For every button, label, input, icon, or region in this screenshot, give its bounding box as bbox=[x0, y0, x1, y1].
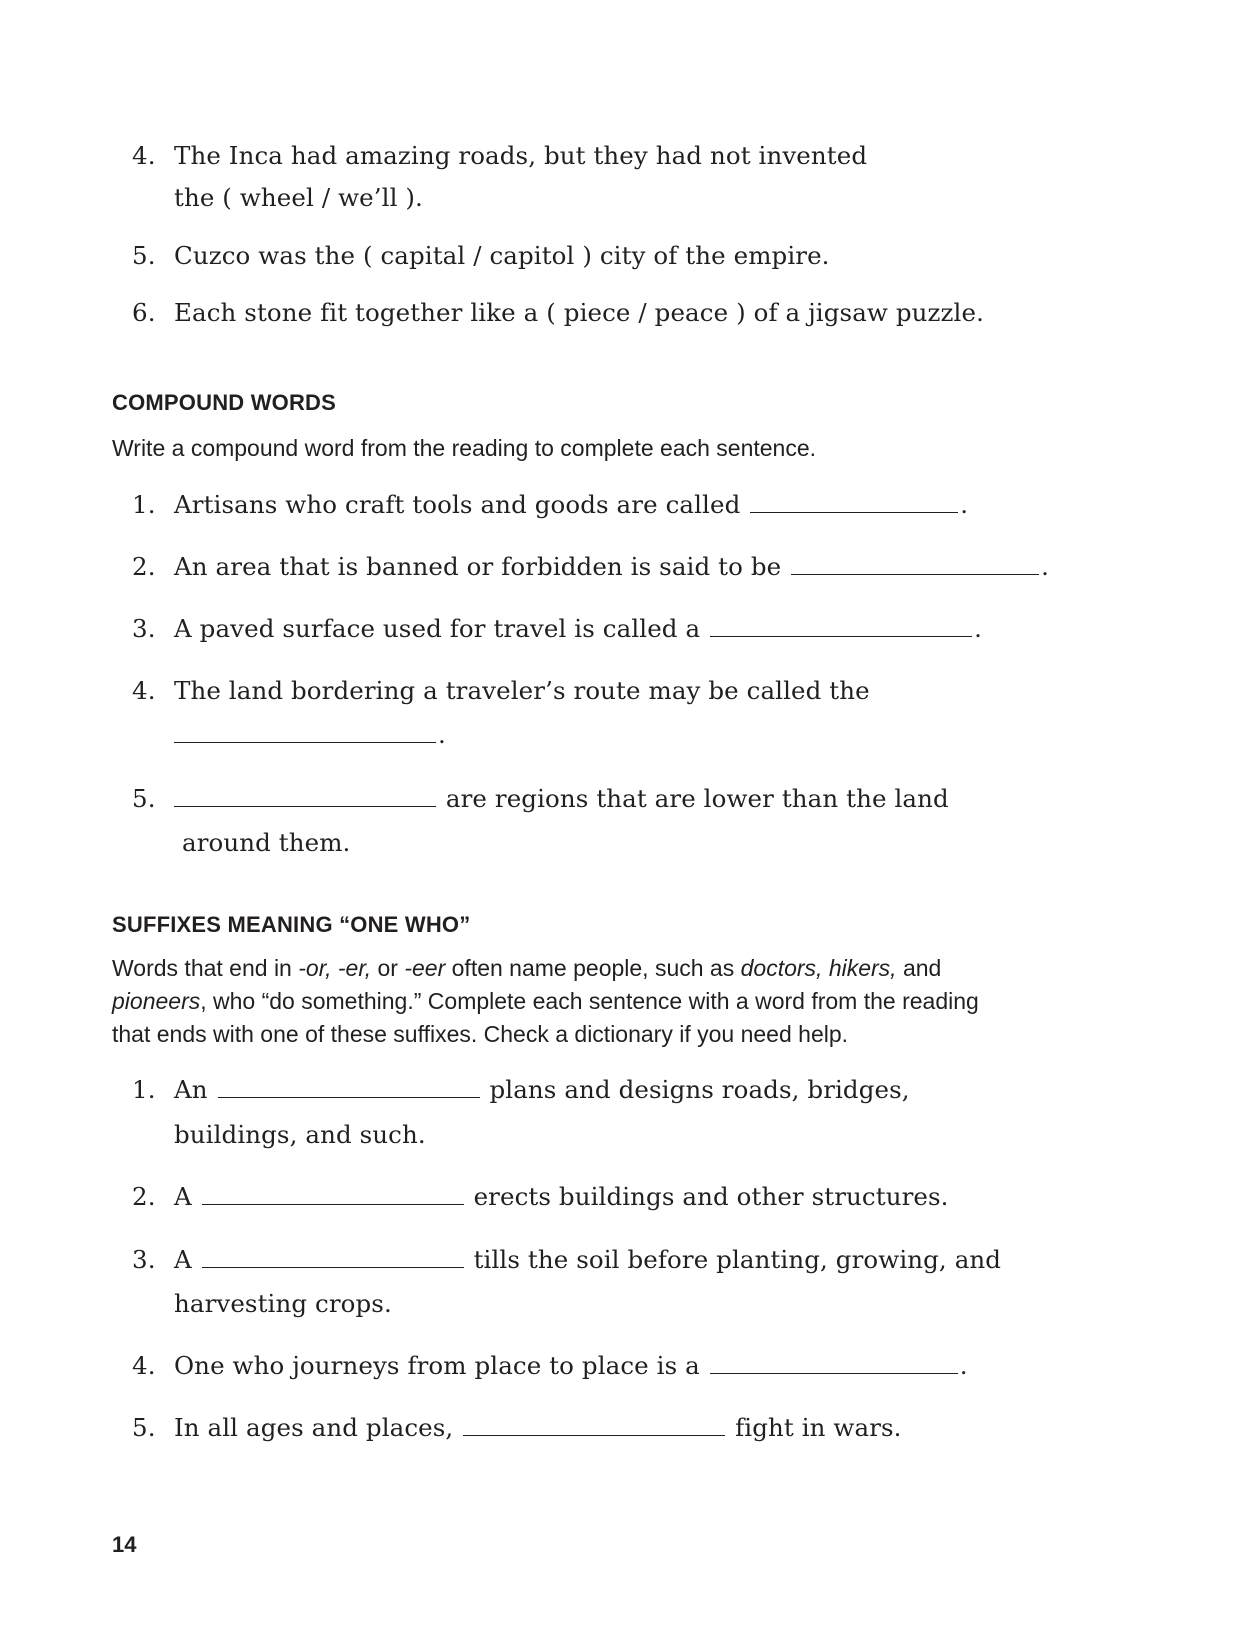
instruction-line-1: Words that end in -or, -er, or -eer often name people, such as doctors, hikers, and bbox=[112, 955, 942, 981]
section-heading-compound-words: COMPOUND WORDS bbox=[112, 390, 337, 415]
item-text: An area that is banned or forbidden is said to be bbox=[174, 552, 782, 581]
item-text-continued: the ( wheel / we’ll ). bbox=[174, 183, 423, 212]
answer-blank[interactable] bbox=[463, 1415, 725, 1436]
item-text-continued: harvesting crops. bbox=[174, 1289, 392, 1318]
item-text: Cuzco was the ( capital / capitol ) city of the empire. bbox=[174, 241, 830, 270]
item-number: 1. bbox=[132, 490, 156, 519]
item-number: 2. bbox=[132, 1182, 156, 1211]
answer-blank[interactable] bbox=[174, 722, 436, 743]
section-instruction bbox=[112, 952, 979, 1051]
answer-blank[interactable] bbox=[791, 554, 1039, 575]
item-number: 1. bbox=[132, 1075, 156, 1104]
item-text: erects buildings and other structures. bbox=[473, 1182, 949, 1211]
item-punctuation: . bbox=[1041, 552, 1050, 581]
answer-blank[interactable] bbox=[202, 1184, 464, 1205]
item-number: 5. bbox=[132, 1413, 156, 1442]
item-text: An bbox=[174, 1075, 208, 1104]
section-heading-suffixes: SUFFIXES MEANING “ONE WHO” bbox=[112, 912, 471, 937]
item-text: The Inca had amazing roads, but they had not invented bbox=[174, 141, 868, 170]
page-number: 14 bbox=[112, 1532, 137, 1557]
item-text: Each stone fit together like a ( piece / peace ) of a jigsaw puzzle. bbox=[174, 298, 984, 327]
item-number: 5. bbox=[132, 784, 156, 813]
answer-blank[interactable] bbox=[750, 492, 958, 513]
item-text-continued: buildings, and such. bbox=[174, 1120, 426, 1149]
item-text: A paved surface used for travel is called a bbox=[174, 614, 701, 643]
item-punctuation: . bbox=[974, 614, 982, 643]
item-text: are regions that are lower than the land bbox=[445, 784, 949, 813]
item-text: fight in wars. bbox=[735, 1413, 902, 1442]
item-text: Artisans who craft tools and goods are called bbox=[174, 490, 741, 519]
item-text: plans and designs roads, bridges, bbox=[489, 1075, 910, 1104]
section-instruction: Write a compound word from the reading to complete each sentence. bbox=[112, 435, 817, 461]
item-number: 3. bbox=[132, 1245, 156, 1274]
item-text: In all ages and places, bbox=[174, 1413, 454, 1442]
answer-blank[interactable] bbox=[202, 1247, 464, 1268]
answer-blank[interactable] bbox=[218, 1077, 480, 1098]
item-text: One who journeys from place to place is a bbox=[174, 1351, 700, 1380]
item-text: The land bordering a traveler’s route may be called the bbox=[174, 676, 870, 705]
answer-blank[interactable] bbox=[710, 616, 972, 637]
item-punctuation: . bbox=[960, 490, 969, 519]
item-text: A bbox=[174, 1182, 192, 1211]
item-number: 6. bbox=[132, 298, 156, 327]
item-punctuation: . bbox=[959, 1351, 968, 1380]
item-text: tills the soil before planting, growing, and bbox=[473, 1245, 1002, 1274]
item-number: 3. bbox=[132, 614, 156, 643]
item-text: A bbox=[174, 1245, 192, 1274]
answer-blank[interactable] bbox=[710, 1353, 958, 1374]
item-number: 2. bbox=[132, 552, 156, 581]
item-number: 4. bbox=[132, 1351, 156, 1380]
item-number: 4. bbox=[132, 676, 156, 705]
item-number: 5. bbox=[132, 241, 156, 270]
answer-blank[interactable] bbox=[174, 786, 436, 807]
item-text-continued: around them. bbox=[182, 828, 351, 857]
item-punctuation: . bbox=[438, 720, 446, 749]
instruction-line-3: that ends with one of these suffixes. Check a dictionary if you need help. bbox=[112, 1021, 849, 1047]
item-number: 4. bbox=[132, 141, 156, 170]
instruction-line-2: pioneers, who “do something.” Complete each sentence with a word from the reading bbox=[112, 988, 979, 1014]
